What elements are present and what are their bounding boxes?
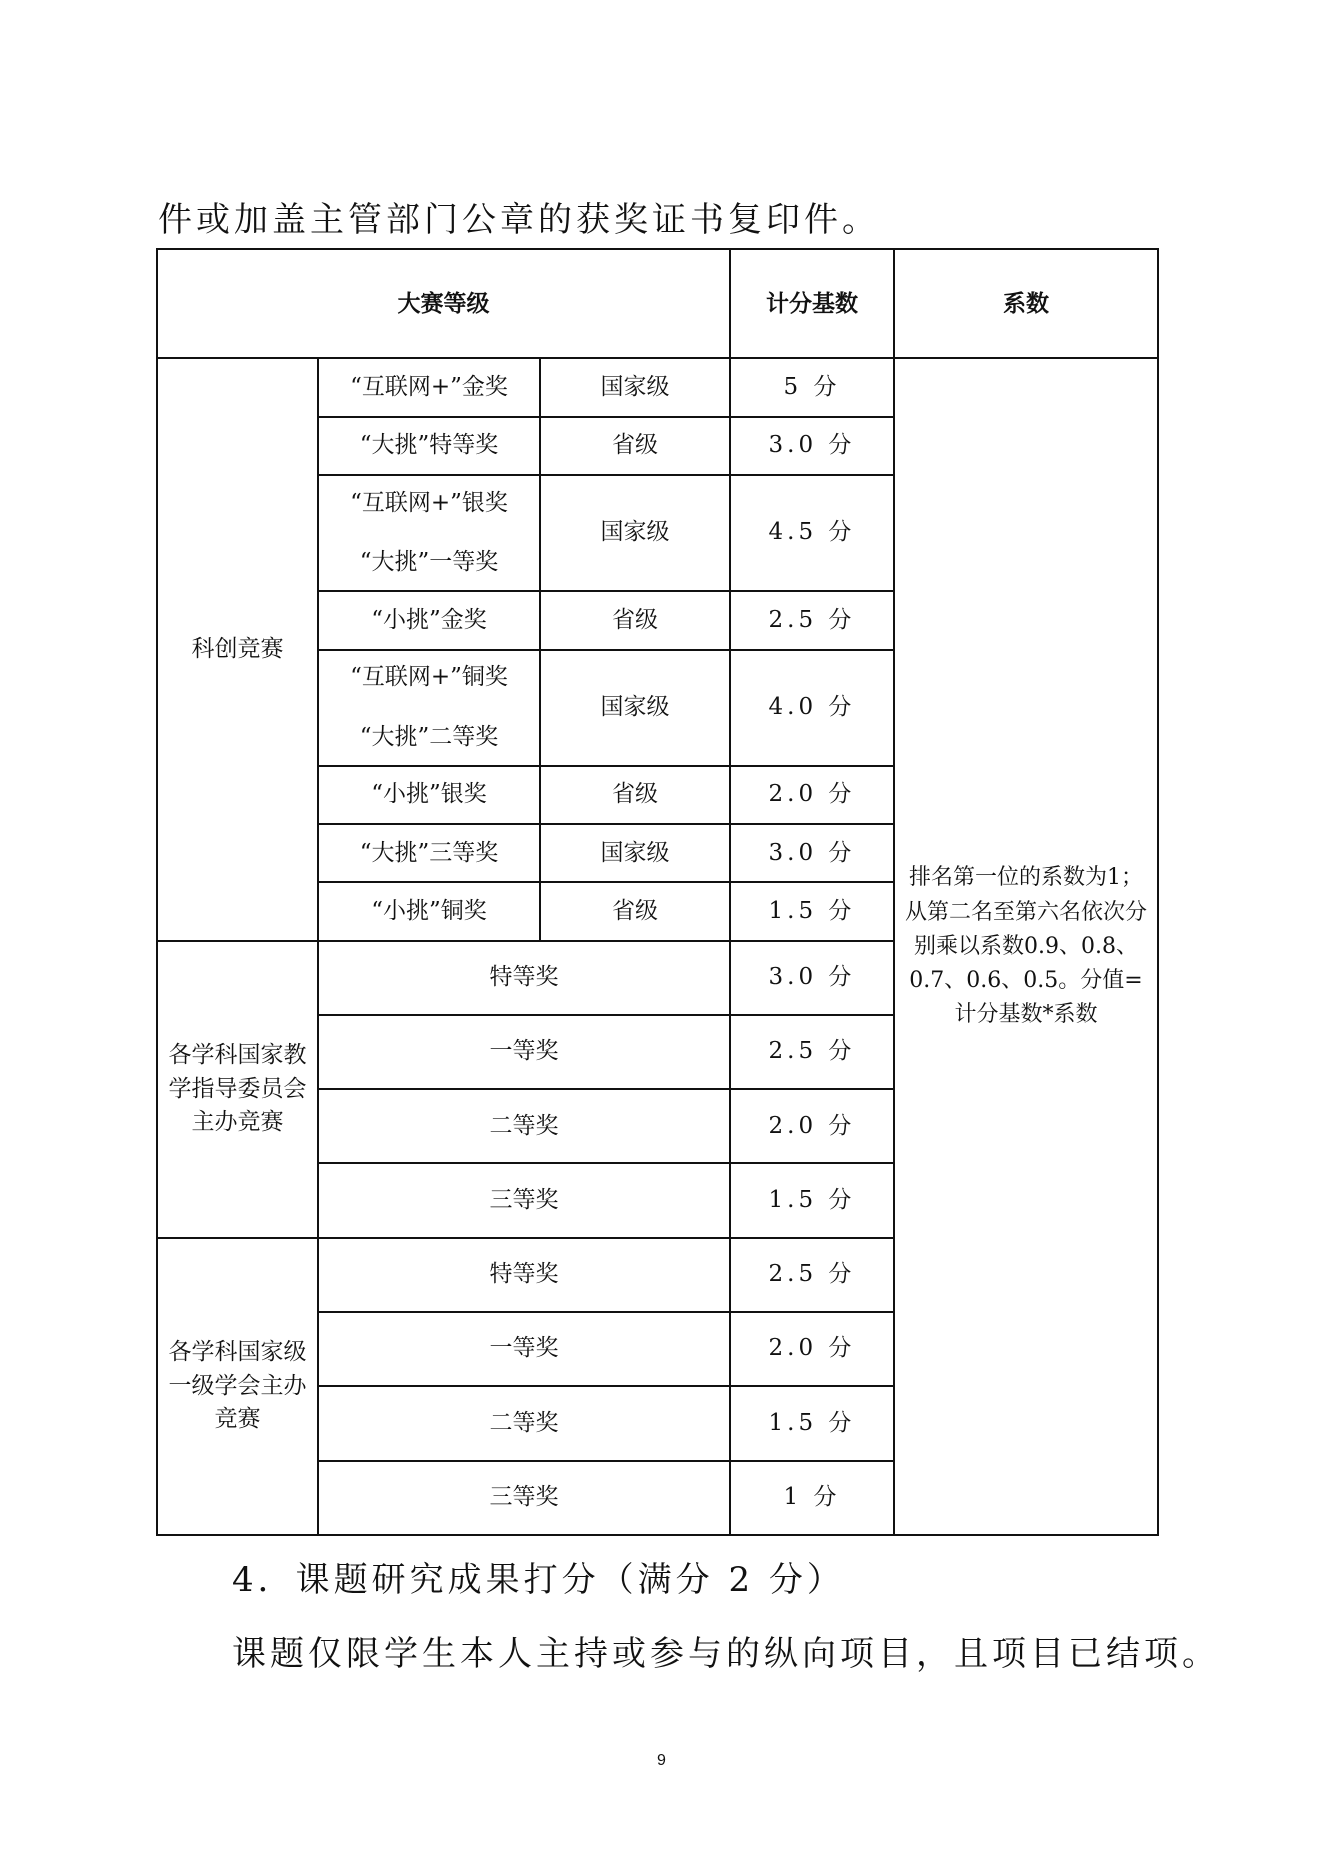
header-base: 计分基数: [730, 249, 894, 358]
section-heading-4: 4．课题研究成果打分（满分 2 分）: [232, 1560, 845, 1600]
level-cell: 国家级: [540, 475, 730, 591]
award-cell: 二等奖: [318, 1089, 730, 1163]
coefficient-note: 排名第一位的系数为1；从第二名至第六名依次分别乘以系数0.9、0.8、0.7、0.6、0.5。分值=计分基数*系数: [894, 358, 1158, 1535]
header-level: 大赛等级: [157, 249, 730, 358]
score-cell: 2.5 分: [730, 1015, 894, 1089]
award-cell: 一等奖: [318, 1312, 730, 1386]
section-label-xuehui: 各学科国家级一级学会主办竞赛: [157, 1238, 318, 1535]
section-label-kechuang: 科创竞赛: [157, 358, 318, 940]
score-cell: 1.5 分: [730, 882, 894, 940]
page-number: 9: [657, 1752, 666, 1769]
award-cell: 一等奖: [318, 1015, 730, 1089]
level-cell: 省级: [540, 766, 730, 824]
award-cell: [318, 475, 540, 591]
award-cell: 三等奖: [318, 1461, 730, 1535]
score-cell: 3.0 分: [730, 941, 894, 1015]
award-line: “互联网+”铜奖: [350, 664, 508, 691]
header-coef: 系数: [894, 249, 1158, 358]
score-cell: 2.5 分: [730, 1238, 894, 1312]
score-cell: 3.0 分: [730, 417, 894, 475]
award-cell: 二等奖: [318, 1386, 730, 1460]
score-cell: 4.0 分: [730, 650, 894, 766]
score-cell: 1.5 分: [730, 1163, 894, 1237]
award-cell: 特等奖: [318, 1238, 730, 1312]
score-cell: 2.0 分: [730, 1312, 894, 1386]
level-cell: 国家级: [540, 358, 730, 416]
level-cell: 国家级: [540, 824, 730, 882]
award-cell: 三等奖: [318, 1163, 730, 1237]
score-cell: 2.5 分: [730, 591, 894, 649]
competition-score-table: [156, 248, 1159, 1536]
award-line: “大挑”一等奖: [359, 549, 499, 576]
score-cell: 2.0 分: [730, 766, 894, 824]
award-cell: “小挑”金奖: [318, 591, 540, 649]
level-cell: 省级: [540, 417, 730, 475]
score-cell: 5 分: [730, 358, 894, 416]
level-cell: 省级: [540, 882, 730, 940]
award-cell: [318, 650, 540, 766]
award-cell: “小挑”银奖: [318, 766, 540, 824]
score-cell: 4.5 分: [730, 475, 894, 591]
section-label-jiaozhiwei: 各学科国家教学指导委员会主办竞赛: [157, 941, 318, 1238]
award-cell: “大挑”特等奖: [318, 417, 540, 475]
score-cell: 3.0 分: [730, 824, 894, 882]
top-text-line: 件或加盖主管部门公章的获奖证书复印件。: [158, 200, 880, 240]
level-cell: 省级: [540, 591, 730, 649]
award-line: “大挑”二等奖: [359, 723, 499, 750]
score-cell: 2.0 分: [730, 1089, 894, 1163]
award-line: “互联网+”银奖: [350, 489, 508, 516]
award-cell: “大挑”三等奖: [318, 824, 540, 882]
body-text-line: 课题仅限学生本人主持或参与的纵向项目，且项目已结项。: [232, 1634, 1220, 1674]
award-cell: 特等奖: [318, 941, 730, 1015]
award-cell: “互联网+”金奖: [318, 358, 540, 416]
level-cell: 国家级: [540, 650, 730, 766]
award-cell: “小挑”铜奖: [318, 882, 540, 940]
score-cell: 1 分: [730, 1461, 894, 1535]
score-cell: 1.5 分: [730, 1386, 894, 1460]
